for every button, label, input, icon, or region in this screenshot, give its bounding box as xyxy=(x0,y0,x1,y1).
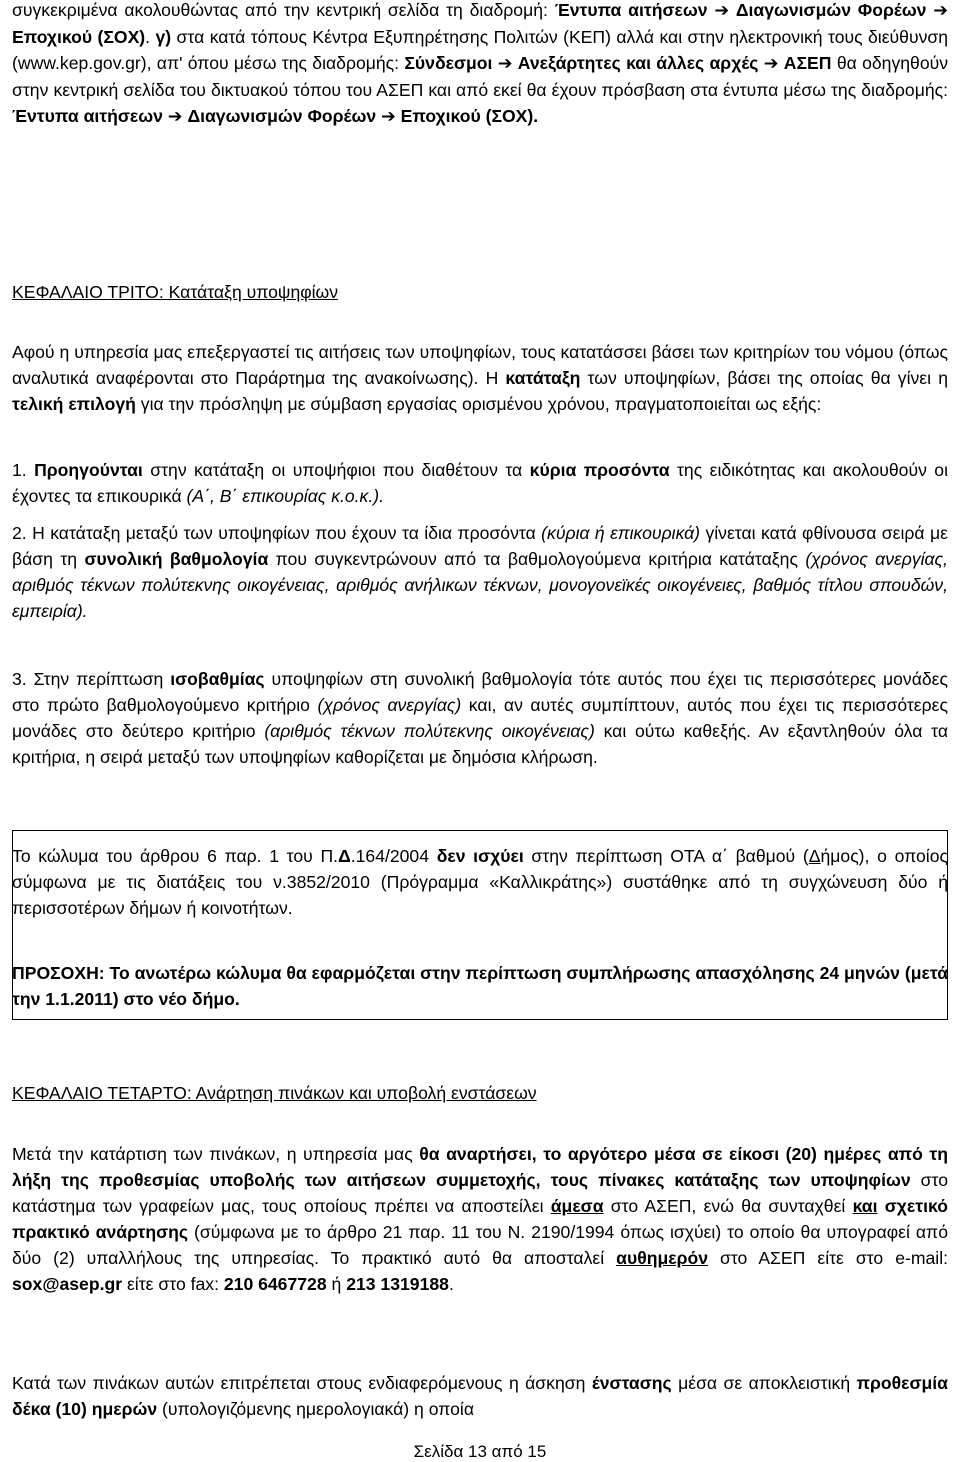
emphasis: ισοβαθμίας xyxy=(170,669,265,689)
path-step: Έντυπα αιτήσεων xyxy=(554,0,708,20)
fax-number: 210 6467728 xyxy=(223,1274,327,1294)
path-step: ΑΣΕΠ xyxy=(783,53,832,73)
text: συγκεκριμένα ακολουθώντας από την κεντρική σελίδα τη διαδρομή: xyxy=(12,0,555,20)
fax-number: 213 1319188 xyxy=(346,1274,449,1294)
attention-note: ΠΡΟΣΟΧΗ: Το ανωτέρω κώλυμα θα εφαρμόζεται στην περίπτωση συμπλήρωσης απασχόλησης 24 μηνών (μετά την 1.1.2011) στο νέο δήμο. xyxy=(12,963,949,1009)
text: των υποψηφίων, βάσει της οποίας θα γίνει η xyxy=(580,368,948,388)
emphasis: συνολική βαθμολογία xyxy=(84,549,269,569)
text: της ειδικότητας και ακολουθούν οι έχοντες τα επικουρικά xyxy=(12,460,949,506)
emphasis: κύρια προσόντα xyxy=(529,460,670,480)
arrow-right-icon: ➔ xyxy=(763,54,779,74)
path-step: Ανεξάρτητες και άλλες αρχές xyxy=(517,53,759,73)
text: στην περίπτωση ΟΤΑ α΄ βαθμού ( xyxy=(523,846,809,866)
text: και, αν αυτές συμπίπτουν, αυτός που έχει τις περισσότερες μονάδες στο δεύτερο κριτήριο xyxy=(12,695,948,741)
ranking-rule-1 xyxy=(12,457,948,509)
ranking-rule-3 xyxy=(12,666,948,770)
emphasis-underlined: άμεσα xyxy=(550,1196,604,1216)
notice-box-paragraph xyxy=(12,843,948,921)
text: στο ΑΣΕΠ, ενώ θα συνταχθεί xyxy=(603,1196,853,1216)
text: .164/2004 xyxy=(350,846,437,866)
path-step: Σύνδεσμοι xyxy=(404,53,493,73)
arrow-right-icon: ➔ xyxy=(714,1,730,21)
text: 1. xyxy=(12,460,35,480)
emphasis: Δ xyxy=(338,846,351,866)
text: . xyxy=(448,1274,454,1294)
text: (υπολογιζόμενης ημερολογιακά) η οποία xyxy=(157,1399,475,1419)
path-step: Διαγωνισμών Φορέων xyxy=(187,106,377,126)
arrow-right-icon: ➔ xyxy=(933,1,949,21)
chapter-three-heading: ΚΕΦΑΛΑΙΟ ΤΡΙΤΟ: Κατάταξη υποψηφίων xyxy=(12,282,339,302)
italic-note: (αριθμός τέκνων πολύτεκνης οικογένειας) xyxy=(264,721,595,741)
emphasis-underlined: και xyxy=(852,1196,878,1216)
emphasis: Προηγούνται xyxy=(34,460,143,480)
page-footer: Σελίδα 13 από 15 xyxy=(413,1442,547,1461)
text: υποψηφίων στη συνολική βαθμολογία τότε αυτός που έχει τις περισσότερες μονάδες στο πρώτο βαθμολογούμενο κριτήριο xyxy=(12,669,948,715)
text: και ούτω καθεξής. Αν εξαντληθούν όλα τα κριτήρια, η σειρά μεταξύ των υποψηφίων καθορίζεται με δημόσια κλήρωση. xyxy=(12,721,948,767)
underlined-letter: Δ xyxy=(808,846,821,866)
italic-note: (κύρια ή επικουρικά) xyxy=(541,523,701,543)
text: στα κατά τόπους Κέντρα Εξυπηρέτησης Πολιτών (ΚΕΠ) αλλά και στην ηλεκτρονική τους διεύθυνση (www.kep.gov.gr), απ' όπου μέσω της διαδρομής: xyxy=(12,27,949,73)
emphasis: τελική επιλογή xyxy=(12,394,136,414)
chapter-three-intro xyxy=(12,339,948,417)
text: . xyxy=(145,27,156,47)
list-marker: γ) xyxy=(155,27,172,47)
emphasis: κατάταξη xyxy=(505,368,581,388)
text: μέσα σε αποκλειστική xyxy=(671,1373,857,1393)
text: Μετά την κατάρτιση των πινάκων, η υπηρεσία μας xyxy=(12,1144,420,1164)
italic-note: (χρόνος ανεργίας, αριθμός τέκνων πολύτεκνης οικογένειας, αριθμός ανήλικων τέκνων, μονογονεϊκές οικογένειες, βαθμός τίτλου σπουδών, εμπειρία). xyxy=(12,549,948,621)
text: στο ΑΣΕΠ είτε στο e-mail: xyxy=(707,1248,948,1268)
text: στην κατάταξη οι υποψήφιοι που διαθέτουν τα xyxy=(142,460,530,480)
italic-note: (Α΄, Β΄ επικουρίας κ.ο.κ.). xyxy=(186,486,384,506)
path-step: Διαγωνισμών Φορέων xyxy=(735,0,927,20)
path-step: Εποχικού (ΣΟΧ) xyxy=(12,27,146,47)
objection-paragraph xyxy=(12,1370,948,1422)
emphasis: θα αναρτήσει, το αργότερο μέσα σε είκοσι (20) ημέρες από τη λήξη της προθεσμίας υποβολής των αιτήσεων συμμετοχής, τους πίνακες κατάταξης των υποψηφίων xyxy=(12,1144,948,1190)
text: Αφού η υπηρεσία μας επεξεργαστεί τις αιτήσεις των υποψηφίων, τους κατατάσσει βάσει των κριτηρίων του νόμου (όπως αναλυτικά αναφέρονται στο Παράρτημα της ανακοίνωσης). Η xyxy=(12,342,948,388)
emphasis-underlined: αυθημερόν xyxy=(616,1248,708,1268)
text: στο κατάστημα των γραφείων μας, τους οποίους πρέπει να αποστείλει xyxy=(12,1170,948,1216)
emphasis: σχετικό πρακτικό ανάρτησης xyxy=(12,1196,948,1242)
text: είτε στο fax: xyxy=(122,1274,224,1294)
arrow-right-icon: ➔ xyxy=(167,107,183,127)
ranking-rule-2 xyxy=(12,520,948,624)
email-address: sox@asep.gr xyxy=(12,1274,123,1294)
text: Κατά των πινάκων αυτών επιτρέπεται στους ενδιαφερόμενους η άσκηση xyxy=(12,1373,592,1393)
chapter-four-heading: ΚΕΦΑΛΑΙΟ ΤΕΤΑΡΤΟ: Ανάρτηση πινάκων και υποβολή ενστάσεων xyxy=(12,1083,537,1103)
text: που συγκεντρώνουν από τα βαθμολογούμενα κριτήρια κατάταξης xyxy=(268,549,806,569)
text xyxy=(878,1196,885,1216)
text: για την πρόσληψη με σύμβαση εργασίας ορισμένου χρόνου, πραγματοποιείται ως εξής: xyxy=(135,394,822,414)
italic-note: (χρόνος ανεργίας) xyxy=(317,695,462,715)
chapter-four-paragraph xyxy=(12,1141,948,1297)
text: Το κώλυμα του άρθρου 6 παρ. 1 του Π. xyxy=(12,846,339,866)
arrow-right-icon: ➔ xyxy=(497,54,513,74)
path-step: Έντυπα αιτήσεων xyxy=(12,106,163,126)
intro-paragraph xyxy=(12,0,948,130)
emphasis: δεν ισχύει xyxy=(436,846,524,866)
arrow-right-icon: ➔ xyxy=(381,107,396,127)
text: ήμος), ο οποίος σύμφωνα με τις διατάξεις του ν.3852/2010 (Πρόγραμμα «Καλλικράτης») συστάθηκε από τη συγχώνευση δύο ή περισσοτέρων δήμων ή κοινοτήτων. xyxy=(12,846,948,918)
text: (σύμφωνα με το άρθρο 21 παρ. 11 του Ν. 2190/1994 όπως ισχύει) το οποίο θα υπογραφεί από δύο (2) υπαλλήλους της υπηρεσίας. Το πρακτικό αυτό θα αποσταλεί xyxy=(12,1222,948,1268)
path-step: Εποχικού (ΣΟΧ). xyxy=(400,106,539,126)
text: 2. Η κατάταξη μεταξύ των υποψηφίων που έχουν τα ίδια προσόντα xyxy=(12,523,542,543)
text: θα οδηγηθούν στην κεντρική σελίδα του δικτυακού τόπου του ΑΣΕΠ και από εκεί θα έχουν πρόσβαση στα έντυπα μέσω της διαδρομής: xyxy=(12,53,949,100)
emphasis: ένστασης xyxy=(591,1373,672,1393)
text: 3. Στην περίπτωση xyxy=(12,669,171,689)
emphasis: προθεσμία δέκα (10) ημερών xyxy=(12,1373,948,1419)
text: ή xyxy=(326,1274,347,1294)
text: γίνεται κατά φθίνουσα σειρά με βάση τη xyxy=(12,523,948,569)
